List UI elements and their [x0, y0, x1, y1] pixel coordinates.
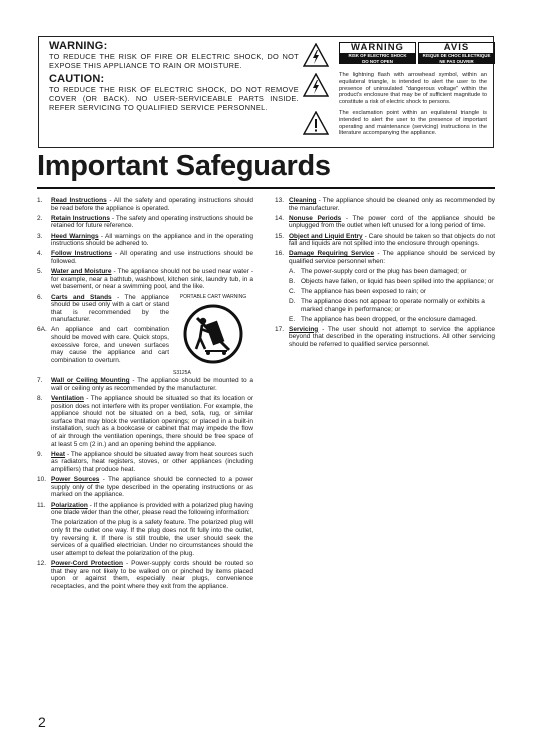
safeguard-item-1: 1. Read Instructions - All the safety and operating instructions should be read before the appliance is operated.: [37, 197, 253, 212]
page-title: Important Safeguards: [37, 150, 331, 182]
lightning-triangle-icon: [303, 43, 329, 67]
left-column: [37, 197, 253, 593]
service-subitem-a: A. The power-supply cord or the plug has been damaged; or: [289, 268, 467, 276]
safeguard-item-17: 17. Servicing - The user should not attempt to service the appliance beyond that described in the operating instructions. All other servicing should be referred to qualified service personnel.: [275, 325, 495, 348]
safeguard-item-8: 8. Ventilation - The appliance should be situated so that its location or position does not interfere with its proper ventilation. For example, the appliance should not be situated on a bed, sofa, rug, or similar surface that may block the ventilation openings; or placed in a built-in installation, such as a bookcase or cabinet that may impede the flow of air through the ventilation openings, there should be free space of at least 5 cm (2 in.) and an opening behind the appliance.: [37, 395, 253, 448]
safeguard-item-7: 7. Wall or Ceiling Mounting - The appliance should be mounted to a wall or ceiling only as recommended by the manufacturer.: [37, 377, 253, 392]
right-column: [275, 197, 495, 351]
service-subitem-d: D. The appliance does not appear to operate normally or exhibits a marked change in performance; or: [289, 298, 485, 313]
exclamation-triangle-icon: [303, 111, 329, 135]
lightning-explanation: The lightning flash with arrowhead symbol, within an equilateral triangle, is intended to alert the user to the presence of uninsulated "dangerous voltage" within the product's enclosure that may be of sufficient magnitude to constitute a risk of electric shock to persons.: [339, 72, 487, 106]
cart-section: [37, 294, 253, 378]
safeguard-item-12: 12. Power-Cord Protection - Power-supply cords should be routed so that they are not likely to be walked on or pinched by items placed upon or against them, especially near plugs, convenience receptacles, and the point where they exit from the appliance.: [37, 559, 253, 590]
safeguard-item-2: 2. Retain Instructions - The safety and operating instructions should be retained for future reference.: [37, 214, 253, 230]
warning-text: TO REDUCE THE RISK OF FIRE OR ELECTRIC SHOCK, DO NOT EXPOSE THIS APPLIANCE TO RAIN OR MOISTURE.: [49, 52, 299, 70]
caution-heading: CAUTION:: [49, 73, 105, 85]
safeguard-item-13: 13. Cleaning - The appliance should be cleaned only as recommended by the manufacturer.: [275, 197, 495, 212]
page-number: 2: [38, 714, 46, 730]
safeguard-item-5: 5. Water and Moisture - The appliance should not be used near water - for example, near a bathtub, washbowl, kitchen sink, laundry tub, in a wet basement, or near a swimming pool, and the like.: [37, 268, 254, 291]
safeguard-item-16: 16. Damage Requiring Service - The appliance should be serviced by qualified service personnel when:: [275, 250, 495, 265]
safeguard-item-11: 11. Polarization - If the appliance is provided with a polarized plug having one blade wider than the other, please read the following information:: [37, 501, 253, 517]
service-subitem-c: C. The appliance has been exposed to rain; or: [289, 288, 427, 296]
warning-box: [38, 36, 494, 148]
title-divider: [37, 187, 495, 189]
safeguard-item-6a: 6A. An appliance and cart combination should be moved with care. Quick stops, excessive force, and uneven surfaces may cause the appliance and cart combination to overturn.: [37, 326, 169, 364]
warning-text-block: [49, 40, 299, 112]
service-subitem-e: E. The appliance has been dropped, or the enclosure damaged.: [289, 315, 477, 323]
caution-text: TO REDUCE THE RISK OF ELECTRIC SHOCK, DO NOT REMOVE COVER (OR BACK). NO USER-SERVICEABLE PARTS INSIDE. REFER SERVICING TO QUALIFIED SERVICE PERSONNEL.: [49, 85, 299, 112]
avis-label: AVIS RISQUE DE CHOC ELECTRIQUE NE PAS OUVRIR: [418, 42, 495, 64]
safeguard-item-6: 6. Carts and Stands - The appliance should be used only with a cart or stand that is recommended by the manufacturer.: [37, 293, 169, 324]
warning-label: WARNING RISK OF ELECTRIC SHOCK DO NOT OPEN: [339, 42, 416, 64]
safeguard-item-15: 15. Object and Liquid Entry - Care should be taken so that objects do not fall and liquids are not spilled into the enclosure through openings.: [275, 232, 496, 248]
safeguard-item-14: 14. Nonuse Periods - The power cord of the appliance should be unplugged from the outlet when left unused for a long period of time.: [275, 214, 496, 230]
cart-warning-label: PORTABLE CART WARNING: [179, 293, 247, 300]
safeguard-item-4: 4. Follow Instructions - All operating and use instructions should be followed.: [37, 250, 253, 265]
safeguard-item-3: 3. Heed Warnings - All warnings on the appliance and in the operating instructions should be adhered to.: [37, 232, 253, 248]
polarization-note: The polarization of the plug is a safety feature. The polarized plug will only fit the outlet one way. If the plug does not fit fully into the outlet, try reversing it. If there is still trouble, the user should seek the services of a qualified electrician. Under no circumstances should the user attempt to defeat the polarization of the plug.: [51, 519, 253, 557]
exclamation-explanation: The exclamation point within an equilateral triangle is intended to alert the user to the presence of important operating and maintenance (servicing) instructions in the literature accompanying the appliance.: [339, 110, 487, 137]
service-subitem-b: B. Objects have fallen, or liquid has been spilled into the appliance; or: [289, 278, 494, 286]
cart-warning-code: S3125A: [173, 369, 191, 376]
safeguard-item-9: 9. Heat - The appliance should be situated away from heat sources such as radiators, heat registers, stoves, or other appliances (including amplifiers) that produce heat.: [37, 450, 253, 473]
safeguard-item-10: 10. Power Sources - The appliance should be connected to a power supply only of the type described in the operating instructions or as marked on the appliance.: [37, 476, 253, 499]
lightning-symbol-icon: [303, 73, 329, 97]
warning-heading: WARNING:: [49, 40, 108, 52]
shock-warning-labels: [339, 42, 495, 64]
